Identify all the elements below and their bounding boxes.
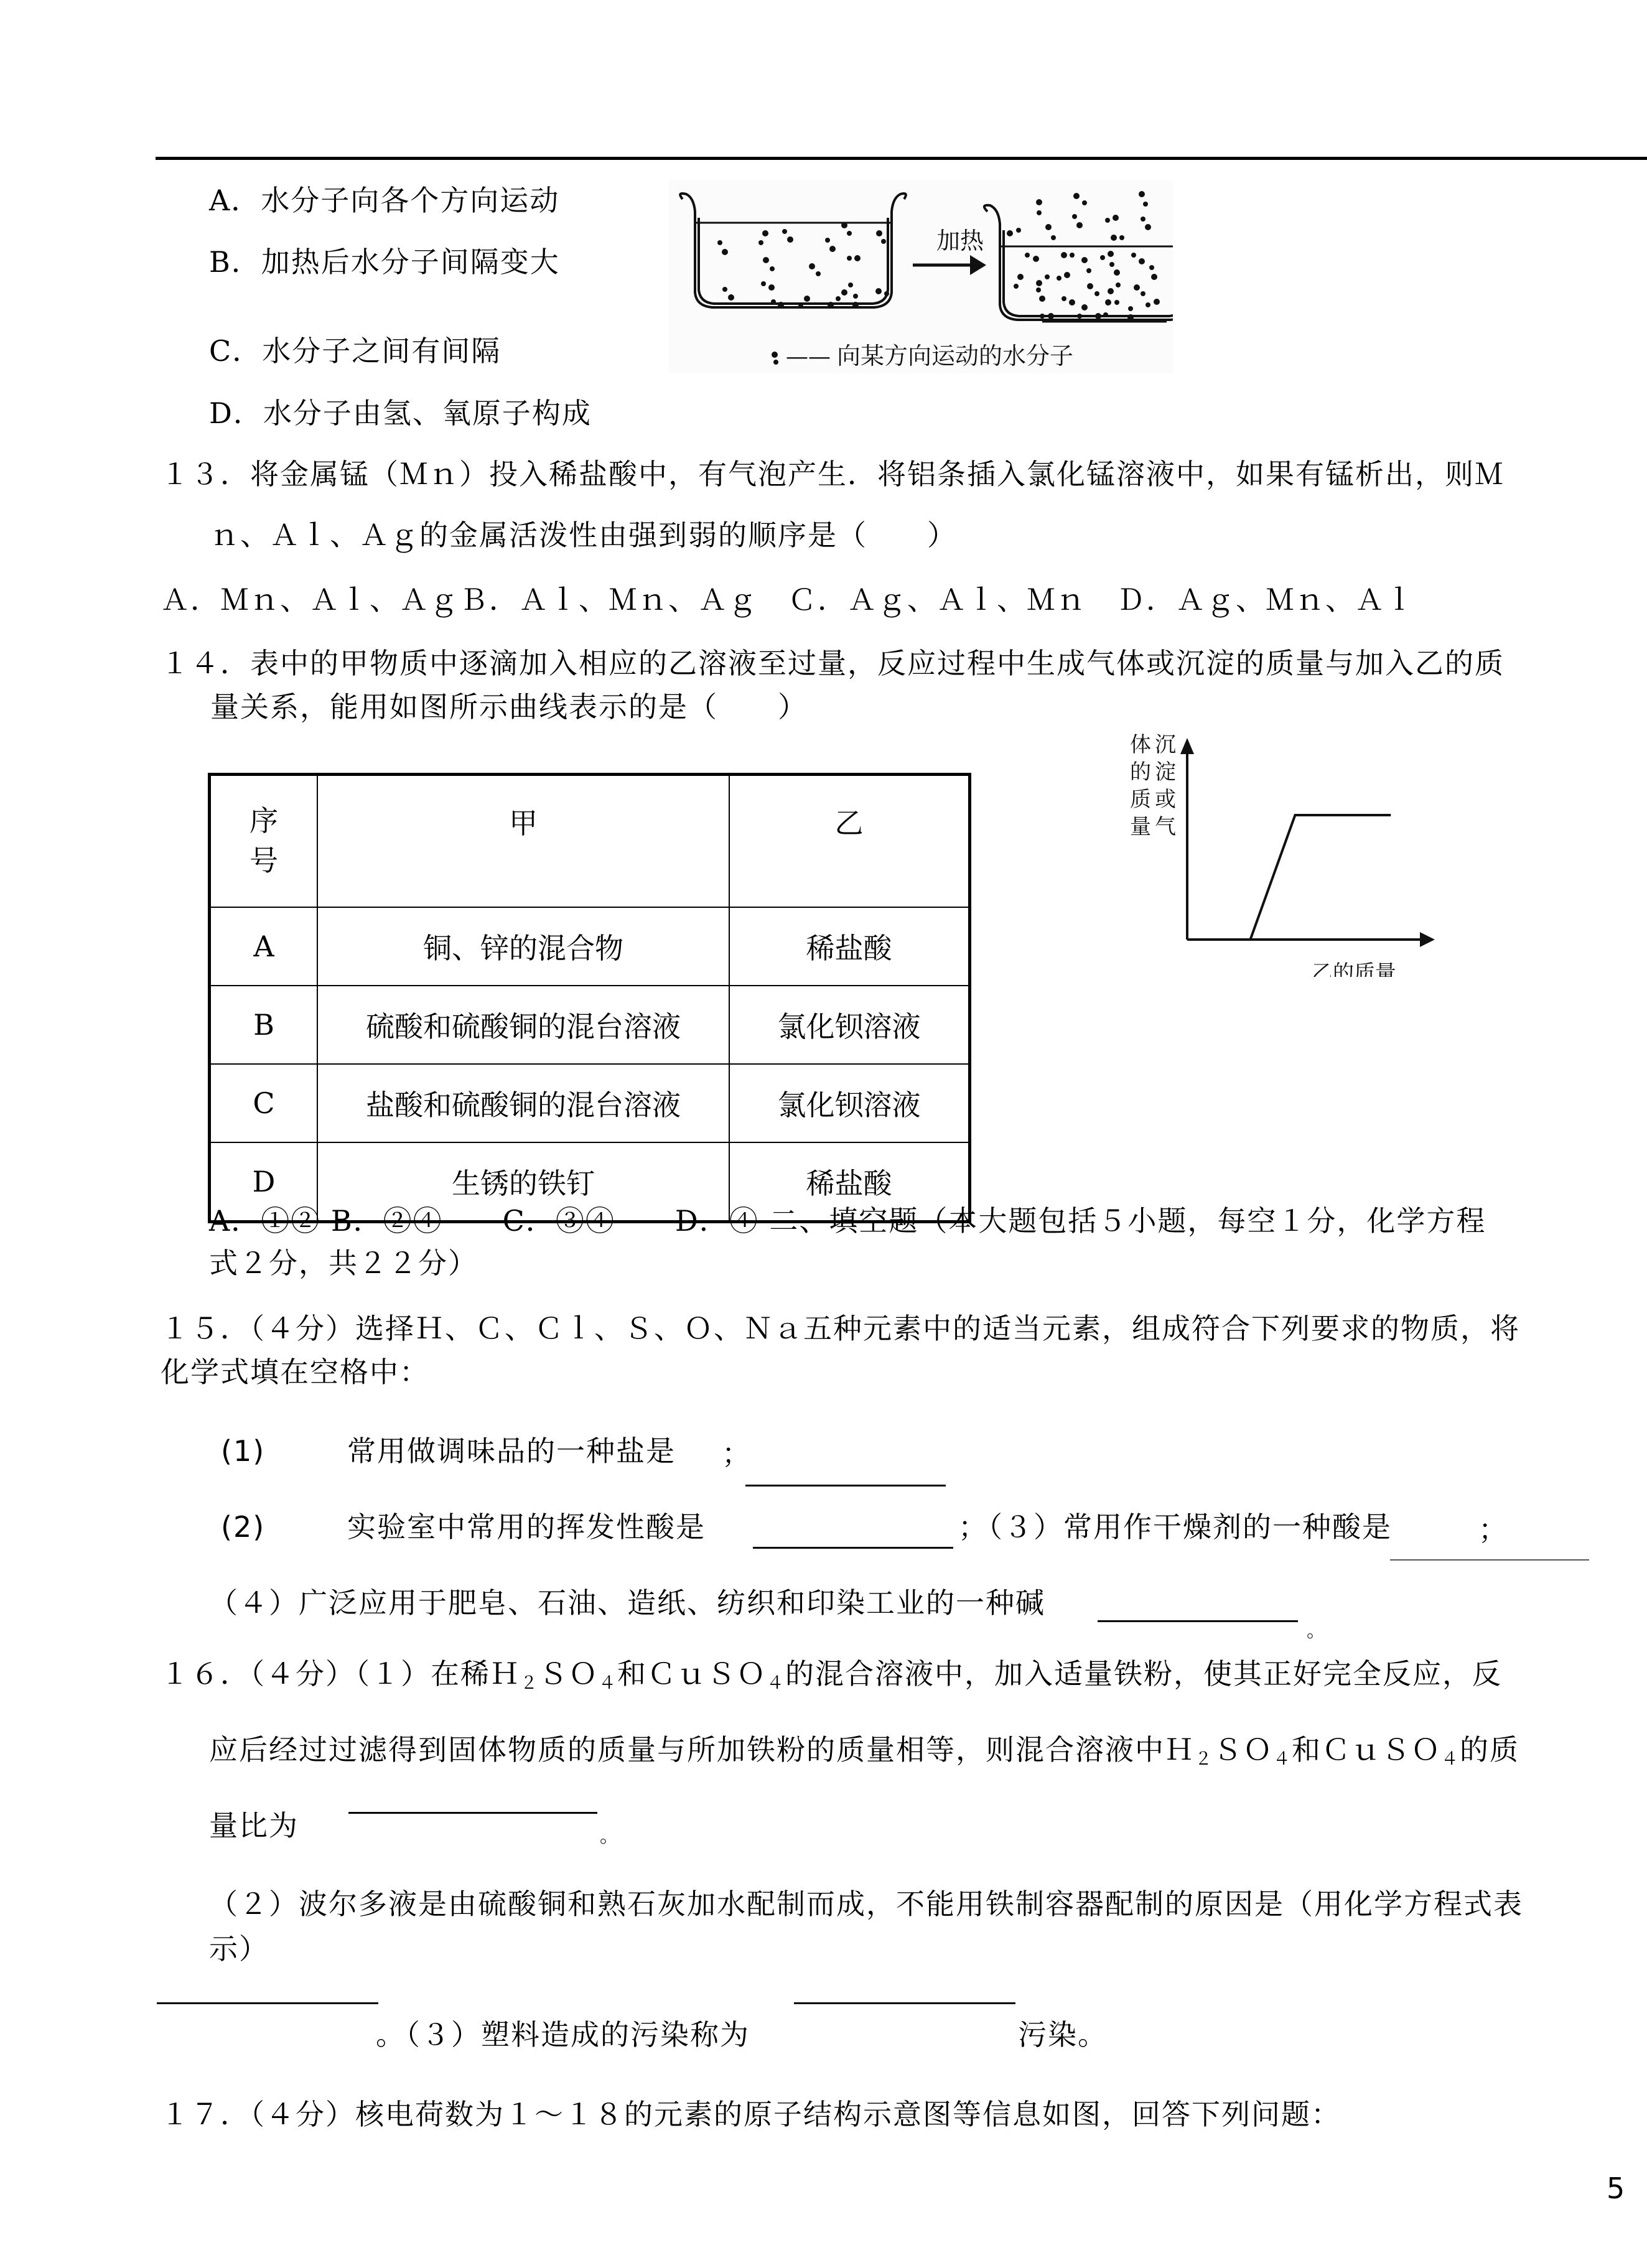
water-molecules-before <box>717 222 889 308</box>
row-seq: B <box>210 986 318 1064</box>
q15-p3-end: ； <box>1478 1513 1508 1546</box>
mass-curve-chart <box>1101 722 1450 977</box>
y-axis-label-char: 或 <box>1155 787 1176 812</box>
y-axis-label-char: 的 <box>1130 760 1151 785</box>
molecule-icon <box>772 352 778 358</box>
q16-line3: 量比为 <box>209 1809 299 1842</box>
legend-dash: —— <box>786 344 831 370</box>
q14-chart <box>1101 722 1450 977</box>
arrow-label: 加热 <box>936 227 984 254</box>
y-axis-label-char: 体 <box>1130 732 1151 757</box>
q15-p4-end: 。 <box>1307 1620 1325 1642</box>
q15-p2-num: (2) <box>221 1510 266 1544</box>
beaker-before-heating <box>680 194 906 307</box>
q16-p3-text: 。（３）塑料造成的污染称为 <box>376 2018 750 2051</box>
q15-line2: 化学式填在空格中： <box>161 1355 429 1389</box>
q14-line2: 量关系，能用如图所示曲线表示的是（ ） <box>210 690 808 724</box>
table-row <box>210 1064 970 1142</box>
row-yi: 稀盐酸 <box>729 907 970 986</box>
table-row <box>210 986 970 1064</box>
row-jia: 生锈的铁钉 <box>317 1142 729 1222</box>
q15-p2-text: 实验室中常用的挥发性酸是 <box>347 1510 706 1544</box>
q16-line1: １６．（４分）（１）在稀Ｈ$_2$ＳＯ$_4$和ＣｕＳＯ$_4$的混合溶液中，加入适量铁粉，使其正好完全反应，反 <box>161 1657 1503 1693</box>
beaker-after-heating <box>984 205 1173 321</box>
legend-text: 向某方向运动的水分子 <box>837 342 1074 370</box>
q14-line1: １４．表中的甲物质中逐滴加入相应的乙溶液至过量，反应过程中生成气体或沉淀的质量与加入乙的质 <box>161 646 1505 680</box>
x-axis-arrow-icon <box>1420 932 1435 947</box>
q15-answer-blank-2[interactable] <box>753 1547 953 1549</box>
q12-option-a: A．水分子向各个方向运动 <box>209 184 560 217</box>
q13-options: Ａ．Ｍｎ、Ａｌ、ＡｇＢ．Ａｌ、Ｍｎ、Ａｇ Ｃ．Ａｇ、Ａｌ、Ｍｎ Ｄ．Ａｇ、Ｍｎ、Ａｌ <box>161 583 1415 617</box>
water-molecules-after <box>1007 191 1160 320</box>
water-molecule-figure <box>669 180 1173 373</box>
q15-line1: １５．（４分）选择Ｈ、Ｃ、Ｃｌ、Ｓ、Ｏ、Ｎａ五种元素中的适当元素，组成符合下列要求的物质，将 <box>161 1312 1520 1345</box>
q14-table <box>208 773 971 1223</box>
page-number: 5 <box>1607 2172 1625 2205</box>
section-two-heading-cont: 式２分，共２２分） <box>209 1246 478 1280</box>
q16-answer-blank-1[interactable] <box>348 1812 597 1814</box>
q15-p2-end: ；（３）常用作干燥剂的一种酸是 <box>958 1510 1392 1544</box>
y-axis-label-char: 质 <box>1130 787 1151 812</box>
row-yi: 氯化钡溶液 <box>729 1064 970 1142</box>
y-axis-arrow-icon <box>1180 738 1194 754</box>
row-yi: 稀盐酸 <box>729 1142 970 1222</box>
row-jia: 盐酸和硫酸铜的混台溶液 <box>317 1064 729 1142</box>
q15-answer-blank-3[interactable] <box>1390 1559 1589 1561</box>
heating-arrow <box>913 227 986 275</box>
q16-answer-blank-3[interactable] <box>794 2002 1015 2004</box>
row-yi: 氯化钡溶液 <box>729 986 970 1064</box>
table-header-row <box>210 775 970 908</box>
q15-answer-blank-1[interactable] <box>745 1485 946 1486</box>
row-seq: D <box>210 1142 318 1222</box>
q15-p1-num: (1) <box>221 1434 266 1468</box>
q12-option-d: D．水分子由氢、氧原子构成 <box>209 396 592 430</box>
q16-answer-blank-2[interactable] <box>157 2002 378 2004</box>
q16-line3-end: 。 <box>600 1826 618 1847</box>
row-seq: A <box>210 907 318 986</box>
q13-line2: ｎ、Ａｌ、Ａｇ的金属活泼性由强到弱的顺序是（ ） <box>210 518 957 552</box>
header-rule <box>156 157 1647 160</box>
q15-p1-text: 常用做调味品的一种盐是 <box>347 1434 676 1468</box>
beaker-diagram <box>669 180 1173 373</box>
figure-legend <box>772 342 1073 370</box>
q17-line1: １７．（４分）核电荷数为１～１８的元素的原子结构示意图等信息如图，回答下列问题： <box>161 2098 1341 2131</box>
q16-line2: 应后经过过滤得到固体物质的质量与所加铁粉的质量相等，则混合溶液中Ｈ$_2$ＳＯ$_4$和ＣｕＳＯ$_4$的质 <box>209 1733 1520 1769</box>
q12-option-c: C．水分子之间有间隔 <box>209 334 502 368</box>
header-seq: 序 号 <box>210 775 318 908</box>
y-axis-label-char: 量 <box>1130 814 1151 839</box>
y-axis-label-char: 淀 <box>1155 760 1176 785</box>
q16-p2-line1: （２）波尔多液是由硫酸铜和熟石灰加水配制而成，不能用铁制容器配制的原因是（用化学方程式表 <box>209 1887 1523 1921</box>
q15-p4-text: （４）广泛应用于肥皂、石油、造纸、纺织和印染工业的一种碱 <box>209 1586 1045 1620</box>
header-yi: 乙 <box>729 775 970 908</box>
row-jia: 铜、锌的混合物 <box>317 907 729 986</box>
series-line <box>1187 815 1391 940</box>
q13-line1: １３．将金属锰（Ｍｎ）投入稀盐酸中，有气泡产生．将铝条插入氯化锰溶液中，如果有锰析出，则Ｍ <box>161 457 1505 491</box>
y-axis-label-char: 沉 <box>1155 732 1176 757</box>
x-axis-label: 乙的质量 <box>1312 961 1396 977</box>
q16-p2-line2: 示） <box>209 1932 269 1966</box>
header-jia: 甲 <box>317 775 729 908</box>
row-jia: 硫酸和硫酸铜的混台溶液 <box>317 986 729 1064</box>
q14-options: A．①② B．②④ C．③④ D．④ 二、填空题（本大题包括５小题，每空１分，化学方程 <box>209 1204 1486 1238</box>
q15-answer-blank-4[interactable] <box>1098 1620 1298 1622</box>
q16-p3-end: 污染。 <box>1018 2018 1108 2051</box>
table-row <box>210 907 970 986</box>
q12-option-b: B．加热后水分子间隔变大 <box>209 245 560 279</box>
row-seq: C <box>210 1064 318 1142</box>
y-axis-label-char: 气 <box>1155 814 1176 839</box>
q15-p1-end: ； <box>722 1437 752 1470</box>
